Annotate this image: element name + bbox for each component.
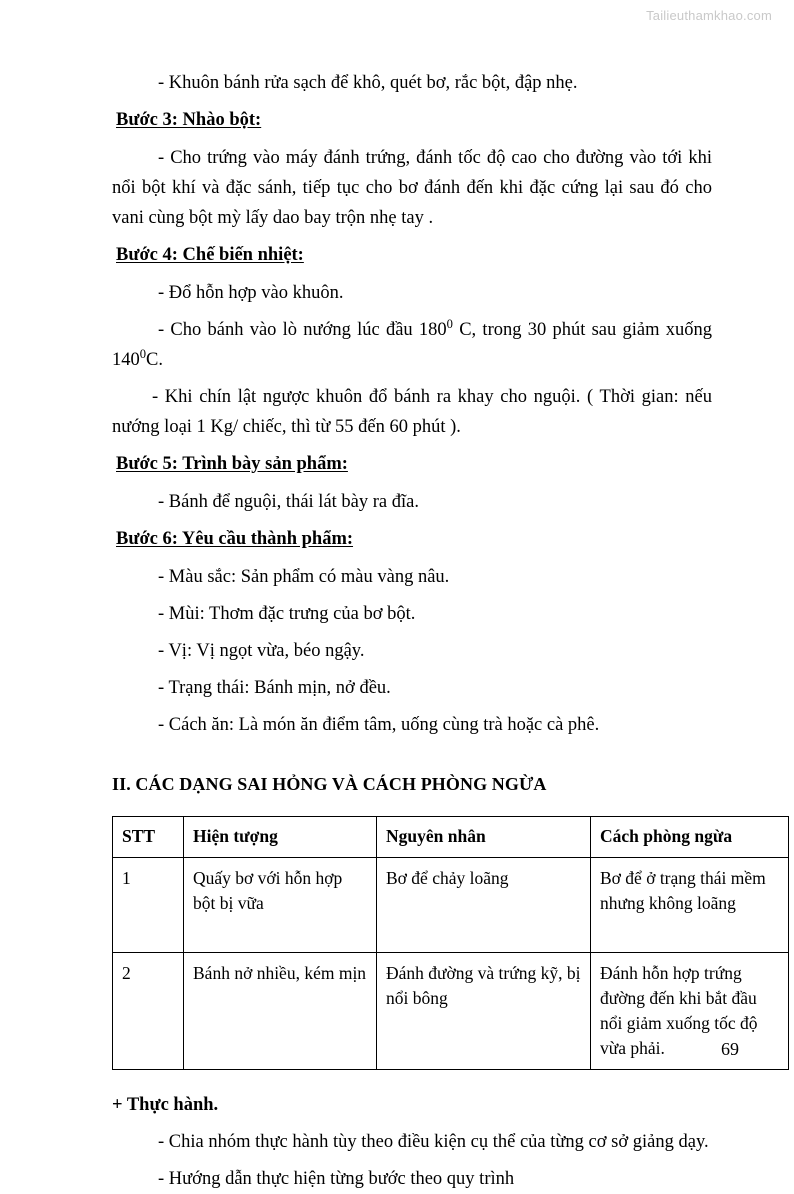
paragraph-practice-item-2: - Hướng dẫn thực hiện từng bước theo quy trình [158,1169,515,1189]
spacer [112,517,712,524]
table-cell-nguyen-nhan: Bơ để chảy loãng [377,858,591,953]
paragraph-step-6-item-5: - Cách ăn: Là món ăn điểm tâm, uống cùng trà hoặc cà phê. [158,715,600,735]
spacer [112,555,712,562]
spacer [112,233,712,240]
watermark-text: Tailieuthamkhao.com [646,8,772,23]
paragraph-step-4-item-3: - Khi chín lật ngược khuôn đổ bánh ra khay cho nguội. ( Thời gian: nếu nướng loại 1 Kg/ chiếc, thì từ 55 đến 60 phút ). [112,387,712,437]
spacer [112,308,712,315]
oven-text-part-1: - Cho bánh vào lò nướng lúc đầu 180 [158,320,447,340]
paragraph-step-4-item-2 [112,315,712,375]
spacer [112,136,712,143]
table-cell-cach-phong-ngua: Đánh hỗn hợp trứng đường đến khi bắt đầu nổi giảm xuống tốc độ vừa phải. [591,953,789,1070]
oven-text-part-3: C. [146,350,164,370]
spacer [112,740,712,770]
paragraph-step-6-item-2: - Mùi: Thơm đặc trưng của bơ bột. [158,604,416,624]
paragraph-practice-item-1: - Chia nhóm thực hành tùy theo điều kiện cụ thể của từng cơ sở giảng dạy. [158,1132,709,1152]
table-cell-stt: 1 [113,858,184,953]
heading-step-6-text: Bước 6: Yêu cầu thành phẩm: [116,529,354,549]
spacer [112,629,712,636]
spacer [112,703,712,710]
paragraph-step-5-item-1: - Bánh để nguội, thái lát bày ra đĩa. [158,492,419,512]
page-number: 69 [721,1039,739,1059]
spacer [112,375,712,382]
degree-superscript-1: 0 [446,316,453,331]
heading-step-6 [112,524,712,555]
table-header-hien-tuong: Hiện tượng [184,817,377,858]
spacer [112,480,712,487]
spacer [112,98,712,105]
table-cell-hien-tuong: Quấy bơ với hỗn hợp bột bị vữa [184,858,377,953]
table-cell-cach-phong-ngua: Bơ để ở trạng thái mềm nhưng không loãng [591,858,789,953]
paragraph-mold-prep: - Khuôn bánh rửa sạch để khô, quét bơ, rắc bột, đập nhẹ. [158,73,578,93]
table-cell-stt: 2 [113,953,184,1070]
spacer [112,666,712,673]
oven-text-part-2: C, trong 30 phút sau giảm xuống 140 [112,320,713,370]
heading-practice: + Thực hành. [112,1095,219,1115]
table-row [113,953,789,1070]
heading-step-5-text: Bước 5: Trình bày sản phẩm: [116,454,348,474]
table-header-cach-phong-ngua: Cách phòng ngừa [591,817,789,858]
heading-step-5 [112,449,712,480]
spacer [112,1120,712,1127]
spacer [112,1070,712,1090]
table-row [113,858,789,953]
paragraph-step-3-body: - Cho trứng vào máy đánh trứng, đánh tốc độ cao cho đường vào tới khi nổi bột khí và đặc sánh, tiếp tục cho bơ đánh đến khi đặc cứng lại sau đó cho vani cùng bột mỳ lấy dao bay trộn nhẹ tay . [112,148,712,228]
heading-step-4-text: Bước 4: Chế biến nhiệt: [116,245,304,265]
paragraph-step-6-item-3: - Vị: Vị ngọt vừa, béo ngậy. [158,641,365,661]
table-cell-nguyen-nhan: Đánh đường và trứng kỹ, bị nổi bông [377,953,591,1070]
heading-step-4 [112,240,712,271]
spacer [112,1157,712,1164]
paragraph-step-6-item-4: - Trạng thái: Bánh mịn, nở đều. [158,678,391,698]
table-header-nguyen-nhan: Nguyên nhân [377,817,591,858]
spacer [112,442,712,449]
paragraph-step-6-item-1: - Màu sắc: Sản phẩm có màu vàng nâu. [158,567,450,587]
table-cell-hien-tuong: Bánh nở nhiều, kém mịn [184,953,377,1070]
spacer [112,798,712,816]
table-header-row [113,817,789,858]
table-header-stt: STT [113,817,184,858]
heading-section-2: II. CÁC DẠNG SAI HỎNG VÀ CÁCH PHÒNG NGỪA [112,774,547,794]
spacer [112,271,712,278]
heading-step-3 [112,105,712,136]
fault-causes-table [112,816,789,1070]
degree-superscript-2: 0 [139,346,147,361]
spacer [112,592,712,599]
paragraph-step-4-item-1: - Đổ hỗn hợp vào khuôn. [158,283,344,303]
heading-step-3-text: Bước 3: Nhào bột: [116,110,262,130]
